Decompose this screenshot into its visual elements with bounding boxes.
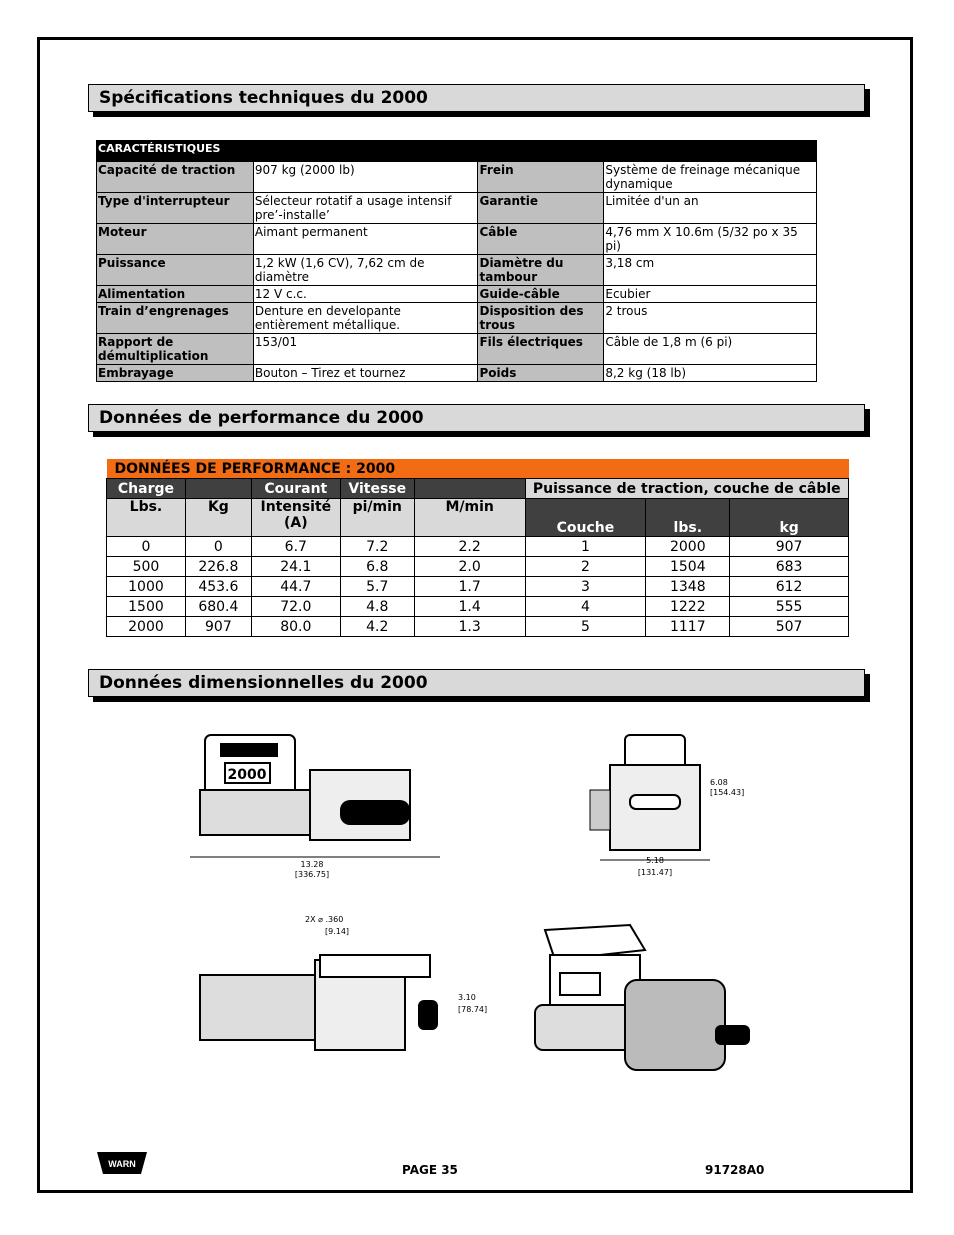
spec-value: 3,18 cm — [604, 255, 817, 286]
winch-side-view — [190, 725, 445, 885]
perf-cell: 4 — [525, 597, 646, 617]
section-header-spec: Spécifications techniques du 2000 — [88, 84, 865, 112]
perf-title: DONNÉES DE PERFORMANCE : 2000 — [107, 459, 849, 479]
spec-value: 1,2 kW (1,6 CV), 7,62 cm de diamètre — [253, 255, 478, 286]
brand-badge: 2000 — [227, 767, 267, 783]
spec-value: Bouton – Tirez et tournez — [253, 365, 478, 382]
spec-label: Frein — [478, 162, 604, 193]
svg-text:WARN: WARN — [108, 1159, 136, 1169]
spec-label: Embrayage — [97, 365, 254, 382]
col-puissance: Puissance de traction, couche de câble — [525, 479, 848, 499]
perf-cell: 555 — [730, 597, 849, 617]
perf-row — [107, 557, 849, 577]
spec-row — [97, 255, 817, 286]
performance-table — [106, 459, 849, 637]
spec-row — [97, 303, 817, 334]
spec-label: Train d’engrenages — [97, 303, 254, 334]
perf-cell: 1.7 — [414, 577, 525, 597]
perf-cell: 72.0 — [251, 597, 340, 617]
perf-cell: 612 — [730, 577, 849, 597]
spec-label: Capacité de traction — [97, 162, 254, 193]
perf-row — [107, 537, 849, 557]
spec-row — [97, 162, 817, 193]
warn-logo — [97, 1150, 147, 1176]
perf-cell: 1000 — [107, 577, 186, 597]
perf-cell: 1 — [525, 537, 646, 557]
perf-cell: 4.2 — [340, 617, 414, 637]
col-lbs: Lbs. — [107, 499, 186, 537]
col-lbs2: lbs. — [646, 499, 730, 537]
col-kg2: kg — [730, 499, 849, 537]
perf-cell: 1504 — [646, 557, 730, 577]
winch-perspective-view — [525, 915, 770, 1100]
spec-row — [97, 365, 817, 382]
perf-cell: 2.0 — [414, 557, 525, 577]
spec-value: 907 kg (2000 lb) — [253, 162, 478, 193]
col-intensite: Intensité (A) — [251, 499, 340, 537]
perf-row — [107, 577, 849, 597]
perf-cell: 80.0 — [251, 617, 340, 637]
spec-label: Alimentation — [97, 286, 254, 303]
spec-row — [97, 193, 817, 224]
perf-cell: 4.8 — [340, 597, 414, 617]
perf-cell: 0 — [185, 537, 251, 557]
perf-cell: 7.2 — [340, 537, 414, 557]
spec-label: Câble — [478, 224, 604, 255]
page-number: PAGE 35 — [402, 1163, 458, 1177]
spec-value: Sélecteur rotatif a usage intensif pre’-installe’ — [253, 193, 478, 224]
perf-cell: 2.2 — [414, 537, 525, 557]
doc-number: 91728A0 — [705, 1163, 765, 1177]
spec-label: Disposition des trous — [478, 303, 604, 334]
perf-cell: 1117 — [646, 617, 730, 637]
spec-row — [97, 334, 817, 365]
col-kg: Kg — [185, 499, 251, 537]
perf-cell: 1348 — [646, 577, 730, 597]
perf-cell: 507 — [730, 617, 849, 637]
svg-text:[336.75]: [336.75] — [294, 870, 330, 879]
spec-value: 12 V c.c. — [253, 286, 478, 303]
section-header-perf: Données de performance du 2000 — [88, 404, 865, 432]
perf-cell: 226.8 — [185, 557, 251, 577]
col-vitesse: Vitesse — [340, 479, 414, 499]
col-courant: Courant — [251, 479, 340, 499]
spec-label: Type d'interrupteur — [97, 193, 254, 224]
svg-text:[9.14]: [9.14] — [325, 927, 350, 936]
spec-label: Puissance — [97, 255, 254, 286]
perf-cell: 680.4 — [185, 597, 251, 617]
perf-cell: 5.7 — [340, 577, 414, 597]
spec-value: Câble de 1,8 m (6 pi) — [604, 334, 817, 365]
spec-label: Diamètre du tambour — [478, 255, 604, 286]
spec-label: Fils électriques — [478, 334, 604, 365]
spec-label: Poids — [478, 365, 604, 382]
spec-header: CARACTÉRISTIQUES — [97, 141, 478, 162]
spec-value: 2 trous — [604, 303, 817, 334]
perf-cell: 500 — [107, 557, 186, 577]
svg-text:6.08: 6.08 — [710, 778, 728, 787]
svg-text:5.18: 5.18 — [646, 856, 664, 865]
spec-value: Limitée d'un an — [604, 193, 817, 224]
perf-cell: 5 — [525, 617, 646, 637]
spec-value: Ecubier — [604, 286, 817, 303]
spec-value: Système de freinage mécanique dynamique — [604, 162, 817, 193]
svg-text:[131.47]: [131.47] — [637, 868, 673, 877]
spec-value: 4,76 mm X 10.6m (5/32 po x 35 pi) — [604, 224, 817, 255]
perf-cell: 1222 — [646, 597, 730, 617]
col-pimin: pi/min — [340, 499, 414, 537]
col-charge: Charge — [107, 479, 186, 499]
perf-cell: 2 — [525, 557, 646, 577]
spec-label: Guide-câble — [478, 286, 604, 303]
perf-cell: 683 — [730, 557, 849, 577]
perf-row — [107, 597, 849, 617]
perf-cell: 6.8 — [340, 557, 414, 577]
spec-value: 153/01 — [253, 334, 478, 365]
spec-label: Garantie — [478, 193, 604, 224]
spec-value: Denture en developante entièrement métallique. — [253, 303, 478, 334]
spec-table — [96, 140, 817, 382]
svg-text:[78.74]: [78.74] — [458, 1005, 488, 1014]
svg-text:3.10: 3.10 — [458, 993, 476, 1002]
perf-cell: 2000 — [646, 537, 730, 557]
col-mmin: M/min — [414, 499, 525, 537]
spec-value: 8,2 kg (18 lb) — [604, 365, 817, 382]
perf-cell: 1500 — [107, 597, 186, 617]
winch-top-view — [190, 910, 490, 1070]
perf-cell: 24.1 — [251, 557, 340, 577]
section-header-dim: Données dimensionnelles du 2000 — [88, 669, 865, 697]
perf-cell: 6.7 — [251, 537, 340, 557]
spec-row — [97, 286, 817, 303]
svg-text:[154.43]: [154.43] — [710, 788, 745, 797]
spec-label: Moteur — [97, 224, 254, 255]
spec-label: Rapport de démultiplication — [97, 334, 254, 365]
perf-cell: 44.7 — [251, 577, 340, 597]
perf-cell: 0 — [107, 537, 186, 557]
perf-cell: 1.3 — [414, 617, 525, 637]
svg-text:13.28: 13.28 — [300, 860, 324, 869]
col-couche: Couche — [525, 499, 646, 537]
perf-cell: 1.4 — [414, 597, 525, 617]
perf-cell: 453.6 — [185, 577, 251, 597]
spec-value: Aimant permanent — [253, 224, 478, 255]
spec-row — [97, 224, 817, 255]
winch-end-view — [580, 725, 755, 885]
svg-text:2X ⌀ .360: 2X ⌀ .360 — [305, 915, 344, 924]
perf-cell: 3 — [525, 577, 646, 597]
perf-cell: 907 — [730, 537, 849, 557]
perf-row — [107, 617, 849, 637]
perf-cell: 2000 — [107, 617, 186, 637]
perf-cell: 907 — [185, 617, 251, 637]
